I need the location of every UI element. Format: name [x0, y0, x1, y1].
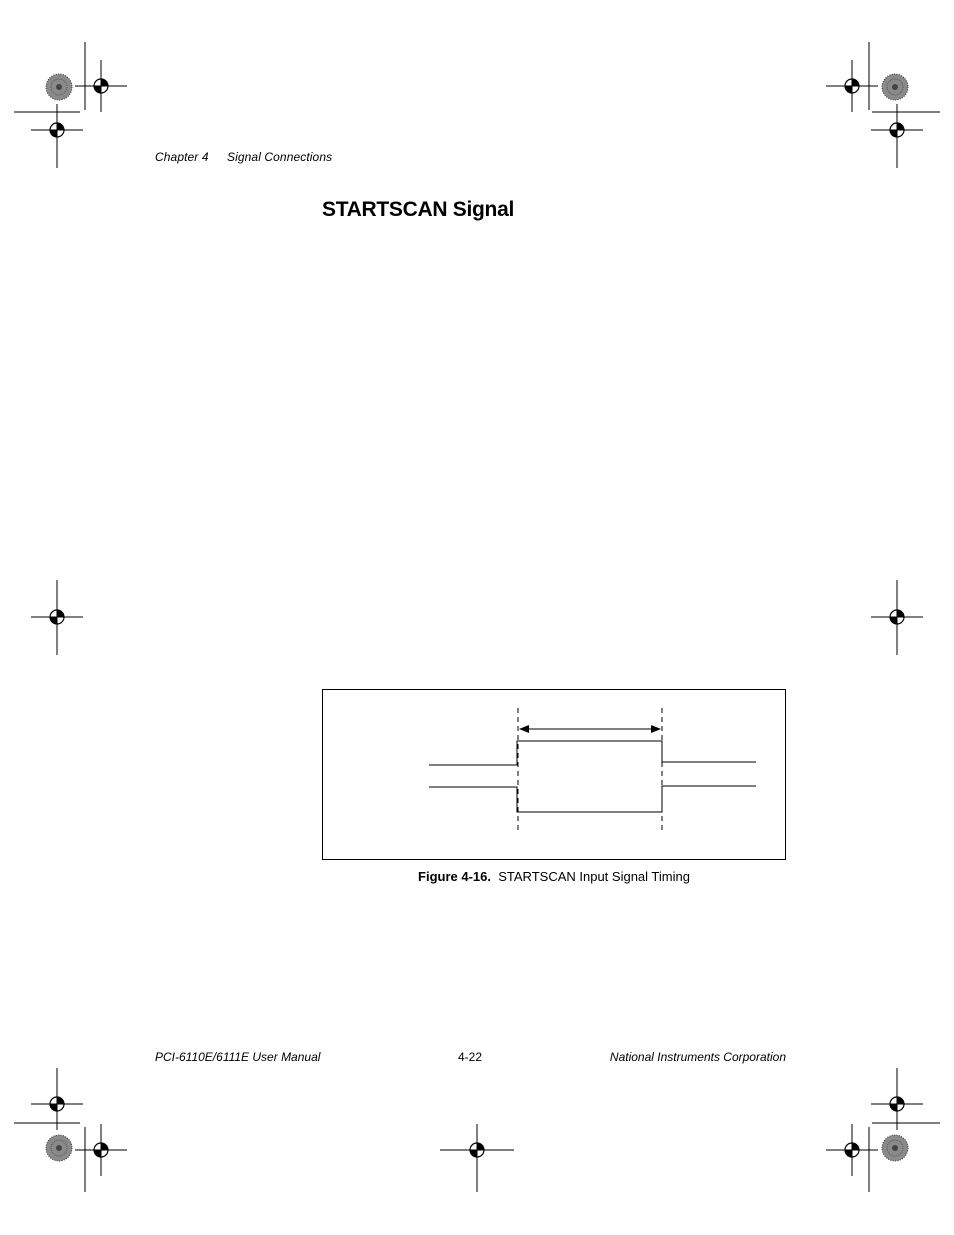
crosshair-icon	[75, 60, 127, 112]
crosshair-icon	[31, 1078, 83, 1130]
footer-company: National Instruments Corporation	[609, 1050, 786, 1064]
arrow-right-head-icon	[651, 725, 661, 733]
color-rosette-icon	[46, 74, 72, 100]
crosshair-icon	[871, 1078, 923, 1130]
footer-manual: PCI-6110E/6111E User Manual	[155, 1050, 321, 1064]
crosshair-icon	[826, 1124, 878, 1176]
crosshair-icon	[451, 1124, 503, 1176]
color-rosette-icon	[882, 1135, 908, 1161]
color-rosette-icon	[46, 1135, 72, 1161]
figure-caption-text: STARTSCAN Input Signal Timing	[498, 869, 690, 884]
signal-trace-falling	[429, 786, 756, 812]
footer-page-number: 4-22	[458, 1050, 483, 1064]
section-title: STARTSCAN Signal	[322, 198, 514, 221]
color-rosette-icon	[882, 74, 908, 100]
crosshair-icon	[826, 60, 878, 112]
crosshair-icon	[31, 591, 83, 643]
arrow-left-head-icon	[519, 725, 529, 733]
crosshair-icon	[75, 1124, 127, 1176]
figure-caption	[322, 869, 786, 884]
header-chapter: Chapter 4	[155, 150, 209, 164]
timing-diagram-svg	[323, 690, 785, 859]
timing-diagram	[322, 689, 786, 860]
crosshair-icon	[871, 591, 923, 643]
figure-label: Figure 4-16.	[418, 869, 491, 884]
header-section: Signal Connections	[227, 150, 333, 164]
signal-trace-rising	[429, 741, 756, 765]
